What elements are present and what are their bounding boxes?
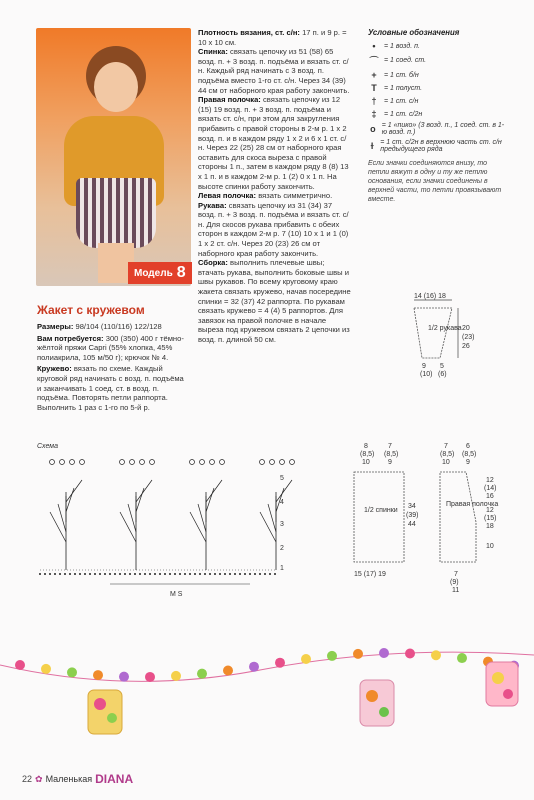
schema-row-4: 4 xyxy=(280,499,284,506)
front-dim-b2: (15) xyxy=(484,515,497,522)
chain-stitch xyxy=(274,573,276,575)
chain-stitch xyxy=(119,573,121,575)
sleeve-label-text: 1/2 рукава xyxy=(428,325,462,332)
chain-stitch xyxy=(144,573,146,575)
assembly-value: выполнить плечевые швы; втачать рукава, выполнить боковые швы и швы рукавов. По всему круговому краю жакета связать кружево, начав посередине спинки = 32 (37) 42 раппорта. По рукавам связать кружево = 4 (4) 5 раппортов. Для завязок на правой полочке в начале выреза под кружевом связать 2 цепочки из возд. п. длиной 50 см. xyxy=(198,258,351,344)
front-dim-a2: (14) xyxy=(484,485,497,492)
assembly-label: Сборка: xyxy=(198,258,228,268)
garland-flowers xyxy=(15,648,519,682)
lantern-right xyxy=(486,662,518,706)
chain-stitch xyxy=(204,573,206,575)
garland-flower xyxy=(301,654,311,664)
left-front-label: Левая полочка: xyxy=(198,191,257,201)
legend-note: Если значки соединяются внизу, то петли вяжут в одну и ту же петлю основания, если значки соединены в верхней части, то петли провязывают вместе. xyxy=(368,160,502,203)
legend-item xyxy=(368,109,508,119)
chain-stitch xyxy=(164,573,166,575)
legend xyxy=(368,28,508,204)
chain-stitch xyxy=(209,573,211,575)
front-bottom-3: 11 xyxy=(452,587,460,594)
front-dim-b3: 18 xyxy=(486,523,494,530)
chain-stitch xyxy=(224,573,226,575)
right-front-paragraph xyxy=(198,95,352,191)
garland-flower xyxy=(405,648,415,658)
chain-stitch xyxy=(124,573,126,575)
legend-symbol-icon: • xyxy=(372,41,376,51)
front-top-right-3: 9 xyxy=(466,459,470,466)
sleeve-bottom-right-2: (6) xyxy=(438,371,447,378)
sleeve-dim-3: 26 xyxy=(462,343,470,350)
sleeve-shape xyxy=(414,308,452,358)
chain-stitch xyxy=(229,573,231,575)
garland-flower xyxy=(197,669,207,679)
legend-text: = 1 ст. с/н xyxy=(384,97,419,105)
sleeve-bottom-2: (10) xyxy=(420,371,433,378)
left-front-paragraph xyxy=(198,191,352,201)
left-front-value: вязать симметрично. xyxy=(258,191,333,201)
chain-stitch xyxy=(179,573,181,575)
front-dim-a1: 12 xyxy=(486,477,494,484)
garland-flower xyxy=(119,672,129,682)
garland-flower xyxy=(171,671,181,681)
front-bottom-1: 7 xyxy=(454,571,458,578)
legend-text: = 1 «пико» (3 возд. п., 1 соед. ст. в 1-ю возд. п.) xyxy=(381,122,505,136)
schema-row-2: 2 xyxy=(280,545,284,552)
sleeves-value: связать цепочку из 31 (34) 37 возд. п. + 3 возд. п. подъёма и вязать ст. с/н. Для скосов рукава прибавить с обеих сторон в каждом 2-м р. 7 (10) 10 х 1 и 1 (0) 1 х 2 ст. с/н. Через 20 (23) 26 см от наборного края работу закончить. xyxy=(198,200,349,258)
chain-stitch xyxy=(139,573,141,575)
front-dim-a3: 16 xyxy=(486,493,494,500)
legend-symbol-icon: ɫ xyxy=(370,141,374,151)
right-front-value: связать цепочку из 12 (15) 19 возд. п. + 3 возд. п. подъёма и вязать ст. с/н, при этом для закругления прибавить с правой стороны в 2-м р. 1 х 2 возд. п. и в каждом ряду 1 х 2 и 6 х 1 ст. с/н. Через 22 (25) 28 см от наборного края оставить для скоса выреза с правой стороны 1 п., затем в каждом ряду 8 (8) 13 х 1 п. и в каждом 2-м р. 1 (2) 0 х 1 п. На высоте спинки работу закончить. xyxy=(198,95,349,191)
chain-stitch xyxy=(154,573,156,575)
front-top-left-1: 7 xyxy=(444,443,448,450)
legend-symbol-icon: ο xyxy=(370,124,376,134)
density-paragraph xyxy=(198,28,352,47)
back-height-2: (39) xyxy=(406,512,419,519)
back-top-left-2: (8,5) xyxy=(360,451,375,458)
chain-stitch xyxy=(174,573,176,575)
back-bottom: 15 (17) 19 xyxy=(354,571,386,578)
chain-stitch xyxy=(59,573,61,575)
garland-flower xyxy=(223,665,233,675)
garland-flower xyxy=(249,662,259,672)
chain-stitch xyxy=(199,573,201,575)
back-height-1: 34 xyxy=(408,503,416,510)
garland-flower xyxy=(67,667,77,677)
magazine-name: Маленькая xyxy=(45,774,93,784)
back-value: связать цепочку из 51 (58) 65 возд. п. + 3 возд. п. подъёма и вязать ст. с/н. Каждый ряд начинать с 3 возд. п. подъёма вместо 1-го ст. с/н. Через 34 (39) 44 см от наборного края работу закончить. xyxy=(198,47,350,95)
front-bottom-2: (9) xyxy=(450,579,459,586)
sleeves-label: Рукава: xyxy=(198,200,227,210)
chain-stitch xyxy=(184,573,186,575)
chain-stitch xyxy=(84,573,86,575)
garland-flower xyxy=(41,664,51,674)
front-top-left-3: 10 xyxy=(442,459,450,466)
chain-stitch xyxy=(114,573,116,575)
back-top-left-3: 10 xyxy=(362,459,370,466)
sizes-paragraph xyxy=(37,322,187,332)
legend-text: = 1 полуст. xyxy=(384,84,423,92)
chain-stitch xyxy=(89,573,91,575)
legend-title: Условные обозначения xyxy=(368,28,460,37)
chain-stitch xyxy=(194,573,196,575)
sizes-label: Размеры: xyxy=(37,322,74,331)
back-height-3: 44 xyxy=(408,521,416,528)
garland-flower xyxy=(379,648,389,658)
legend-item xyxy=(368,122,508,136)
chain-stitch xyxy=(264,573,266,575)
chain-stitch xyxy=(94,573,96,575)
chain-stitch xyxy=(49,573,51,575)
schema-motif xyxy=(190,460,225,571)
schema-motif xyxy=(120,460,155,571)
sleeves-paragraph xyxy=(198,201,352,259)
density-label: Плотность вязания, ст. с/н: xyxy=(198,28,300,37)
front-top-right-1: 6 xyxy=(466,443,470,450)
back-pattern xyxy=(340,442,430,582)
chain-stitch xyxy=(104,573,106,575)
photo-face xyxy=(94,62,138,112)
lace-label: Кружево: xyxy=(37,364,72,374)
legend-text: = 1 ст. б/н xyxy=(384,71,419,79)
back-top-right-1: 7 xyxy=(388,443,392,450)
legend-item xyxy=(368,54,508,67)
page-number: 22 xyxy=(22,774,33,784)
lantern-left xyxy=(88,690,122,734)
chain-stitch xyxy=(149,573,151,575)
sleeve-bottom-right-1: 5 xyxy=(440,363,444,370)
chain-stitch xyxy=(54,573,56,575)
back-shape xyxy=(354,472,404,562)
model-badge-number: 8 xyxy=(176,264,186,281)
chain-stitch xyxy=(44,573,46,575)
chain-stitch xyxy=(74,573,76,575)
crochet-schema xyxy=(36,452,298,602)
column-2 xyxy=(198,28,352,345)
right-front-label: Правая полочка: xyxy=(198,95,261,105)
garland-flower xyxy=(457,653,467,663)
needs-value: 300 (350) 400 г тёмно-жёлтой пряжи Capri (55% хлопка, 45% полиакрила, 105 м/50 г); крючок № 4. xyxy=(37,333,184,362)
legend-symbol-icon: † xyxy=(371,96,377,106)
legend-text: = 1 возд. п. xyxy=(384,42,420,50)
schema-row-3: 3 xyxy=(280,521,284,528)
legend-text: = 1 ст. с/2н xyxy=(384,110,423,118)
front-top-right-2: (8,5) xyxy=(462,451,477,458)
chain-stitch xyxy=(134,573,136,575)
schema-label: Схема xyxy=(37,443,58,450)
chain-stitch xyxy=(219,573,221,575)
garland-flower xyxy=(431,650,441,660)
garland-flower xyxy=(15,660,25,670)
sleeve-pattern xyxy=(400,290,520,380)
legend-item xyxy=(368,70,508,80)
legend-items xyxy=(368,41,508,153)
legend-symbol-icon: + xyxy=(371,70,377,80)
sleeve-top-text: 14 (16) 18 xyxy=(414,293,446,300)
chain-stitch xyxy=(234,573,236,575)
column-1 xyxy=(37,322,187,412)
schema-motif xyxy=(260,460,295,571)
legend-item xyxy=(368,139,508,153)
chain-stitch xyxy=(214,573,216,575)
schema-repeat-label: M S xyxy=(170,591,183,598)
schema-motifs xyxy=(39,460,295,576)
sleeve-dim-1: 20 xyxy=(462,325,470,332)
needs-label: Вам потребуется: xyxy=(37,333,104,343)
chain-stitch xyxy=(39,573,41,575)
schema-row-5: 5 xyxy=(280,475,284,482)
front-pattern xyxy=(430,442,520,602)
chain-stitch xyxy=(169,573,171,575)
garland-flower xyxy=(327,651,337,661)
sleeve-dim-2: (23) xyxy=(462,334,475,341)
legend-item xyxy=(368,83,508,93)
front-dim-b1: 12 xyxy=(486,507,494,514)
back-label: 1/2 спинки xyxy=(364,507,398,514)
lantern-middle xyxy=(360,680,394,726)
chain-stitch xyxy=(64,573,66,575)
back-top-left-1: 8 xyxy=(364,443,368,450)
chain-stitch xyxy=(244,573,246,575)
chain-stitch xyxy=(69,573,71,575)
legend-text: = 1 ст. с/2н в верхнюю часть ст. с/н предыдущего ряда xyxy=(380,139,502,153)
schema-motif xyxy=(50,460,85,571)
legend-symbol-icon: T xyxy=(371,83,377,93)
chain-stitch xyxy=(99,573,101,575)
schema-row-1: 1 xyxy=(280,565,284,572)
chain-stitch xyxy=(159,573,161,575)
chain-stitch xyxy=(269,573,271,575)
legend-symbol-icon: ⌒ xyxy=(369,56,379,66)
model-photo xyxy=(36,28,191,286)
article-title: Жакет с кружевом xyxy=(37,303,145,317)
chain-stitch xyxy=(239,573,241,575)
back-paragraph xyxy=(198,47,352,95)
sizes-value: 98/104 (110/116) 122/128 xyxy=(75,322,162,331)
front-label: Правая полочка xyxy=(446,501,499,508)
legend-item xyxy=(368,96,508,106)
legend-symbol-icon: ‡ xyxy=(371,109,377,119)
legend-item xyxy=(368,41,508,51)
front-dim-c1: 10 xyxy=(486,543,494,550)
chain-stitch xyxy=(109,573,111,575)
garland-flower xyxy=(93,670,103,680)
density-value: 17 п. и 9 р. = 10 х 10 см. xyxy=(198,28,347,47)
flower-logo-icon: ✿ xyxy=(35,773,43,784)
needs-paragraph xyxy=(37,334,187,363)
model-badge xyxy=(128,262,192,284)
back-top-right-3: 9 xyxy=(388,459,392,466)
legend-text: = 1 соед. ст. xyxy=(384,57,427,64)
garland-flower xyxy=(275,658,285,668)
chain-stitch xyxy=(79,573,81,575)
lace-value: вязать по схеме. Каждый круговой ряд начинать с возд. п. подъёма и заканчивать 1 соед. ст. в возд. п. подъёма. Повторять петли раппорта. Выполнить 1 раз с 1-го по 5-й р. xyxy=(37,364,184,412)
photo-dress xyxy=(76,178,156,248)
chain-stitch xyxy=(259,573,261,575)
chain-stitch xyxy=(189,573,191,575)
chain-stitch xyxy=(249,573,251,575)
garland-decoration xyxy=(0,620,534,770)
model-badge-label: Модель xyxy=(134,267,173,279)
lace-paragraph xyxy=(37,364,187,412)
back-label: Спинка: xyxy=(198,47,228,57)
front-top-left-2: (8,5) xyxy=(440,451,455,458)
garland-flower xyxy=(145,672,155,682)
brand-name: DIANA xyxy=(95,772,134,786)
front-shape xyxy=(440,472,476,562)
footer xyxy=(22,772,133,786)
garland-flower xyxy=(353,649,363,659)
back-top-right-2: (8,5) xyxy=(384,451,399,458)
garland-string xyxy=(0,652,534,681)
chain-stitch xyxy=(254,573,256,575)
sleeve-bottom-1: 9 xyxy=(422,363,426,370)
assembly-paragraph xyxy=(198,258,352,344)
chain-stitch xyxy=(129,573,131,575)
